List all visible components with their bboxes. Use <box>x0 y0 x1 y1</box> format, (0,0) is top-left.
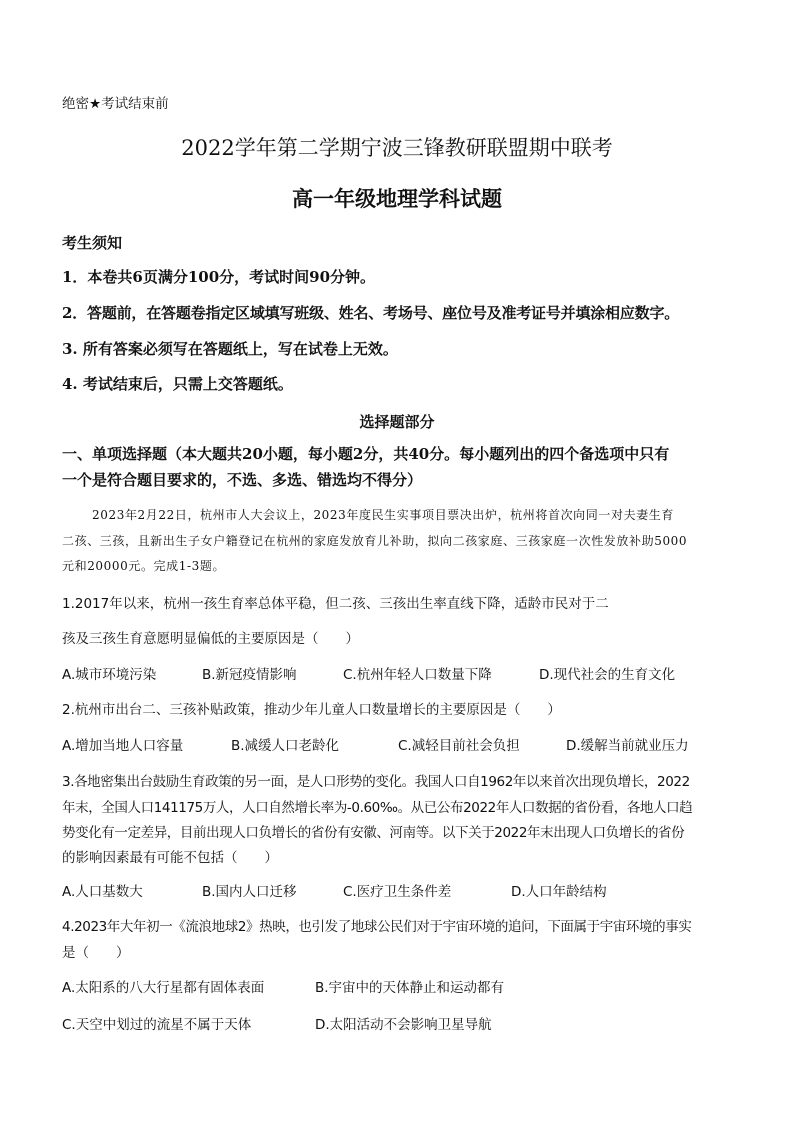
exam-subtitle: 高一年级地理学科试题 <box>292 186 502 211</box>
question-1-option-b: B.新冠疫情影响 <box>202 667 297 683</box>
question-4-option-a: A.太阳系的八大行星都有固体表面 <box>62 980 265 996</box>
question-4-option-b: B.宇宙中的天体静止和运动都有 <box>315 980 505 996</box>
question-3-option-b: B.国内人口迁移 <box>202 884 297 900</box>
question-4-option-d: D.太阳活动不会影响卫星导航 <box>315 1017 492 1033</box>
notice-item-2: 2．答题前，在答题卷指定区域填写班级、姓名、考场号、座位号及准考证号并填涂相应数字。 <box>62 304 680 322</box>
question-1-line-1: 1.2017年以来，杭州一孩生育率总体平稳，但二孩、三孩出生率直线下降，适龄市民对于二 <box>62 596 609 612</box>
question-4-option-c: C.天空中划过的流星不属于天体 <box>62 1017 252 1033</box>
exam-title: 2022学年第二学期宁波三锋教研联盟期中联考 <box>181 136 613 160</box>
question-3-line-1: 3.各地密集出台鼓励生育政策的另一面，是人口形势的变化。我国人口自1962年以来首次出现负增长，2022 <box>62 774 690 790</box>
question-2-option-a: A.增加当地人口容量 <box>62 738 184 754</box>
notice-item-4: 4. 考试结束后，只需上交答题纸。 <box>62 375 293 393</box>
question-1-option-a: A.城市环境污染 <box>62 667 157 683</box>
section-title: 选择题部分 <box>359 413 435 431</box>
question-2-option-b: B.减缓人口老龄化 <box>231 738 340 754</box>
question-2-option-c: C.减轻目前社会负担 <box>398 738 520 754</box>
question-1-option-d: D.现代社会的生育文化 <box>539 667 676 683</box>
question-2-line-1: 2.杭州市出台二、三孩补贴政策，推动少年儿童人口数量增长的主要原因是（ ） <box>62 702 561 718</box>
material-line-1: 2023年2月22日，杭州市人大会议上，2023年度民生实事项目票决出炉，杭州将首次向同一对夫妻生育 <box>92 508 674 522</box>
question-3-line-4: 的影响因素最有可能不包括（ ） <box>62 850 278 866</box>
question-3-option-a: A.人口基数大 <box>62 884 143 900</box>
question-1-line-2: 孩及三孩生育意愿明显偏低的主要原因是（ ） <box>62 631 359 647</box>
question-4-line-2: 是（ ） <box>62 945 130 961</box>
question-3-line-3: 势变化有一定差异，目前出现人口负增长的省份有安徽、河南等。以下关于2022年末出现人口负增长的省份 <box>62 825 685 841</box>
part-instructions-line-2: 一个是符合题目要求的，不选、多选、错选均不得分） <box>62 471 423 489</box>
question-2-option-d: D.缓解当前就业压力 <box>566 738 689 754</box>
notice-heading: 考生须知 <box>62 234 123 252</box>
part-instructions-line-1: 一、单项选择题（本大题共20小题，每小题2分，共40分。每小题列出的四个备选项中只有 <box>62 445 670 463</box>
question-3-line-2: 年末，全国人口141175万人，人口自然增长率为-0.60‰。从已公布2022年人口数据的省份看，各地人口趋 <box>62 800 693 816</box>
question-3-option-c: C.医疗卫生条件差 <box>343 884 452 900</box>
question-1-option-c: C.杭州年轻人口数量下降 <box>343 667 492 683</box>
question-3-option-d: D.人口年龄结构 <box>511 884 607 900</box>
material-line-2: 二孩、三孩，且新出生子女户籍登记在杭州的家庭发放育儿补助，拟向二孩家庭、三孩家庭一次性发放补助5000 <box>62 534 688 548</box>
material-line-3: 元和20000元。完成1-3题。 <box>62 559 226 573</box>
confidential-mark: 绝密★考试结束前 <box>62 96 169 112</box>
question-4-line-1: 4.2023年大年初一《流浪地球2》热映，也引发了地球公民们对于宇宙环境的追问，下面属于宇宙环境的事实 <box>62 919 692 935</box>
notice-item-1: 1．本卷共6页满分100分，考试时间90分钟。 <box>62 268 376 286</box>
notice-item-3: 3. 所有答案必须写在答题纸上，写在试卷上无效。 <box>62 340 398 358</box>
